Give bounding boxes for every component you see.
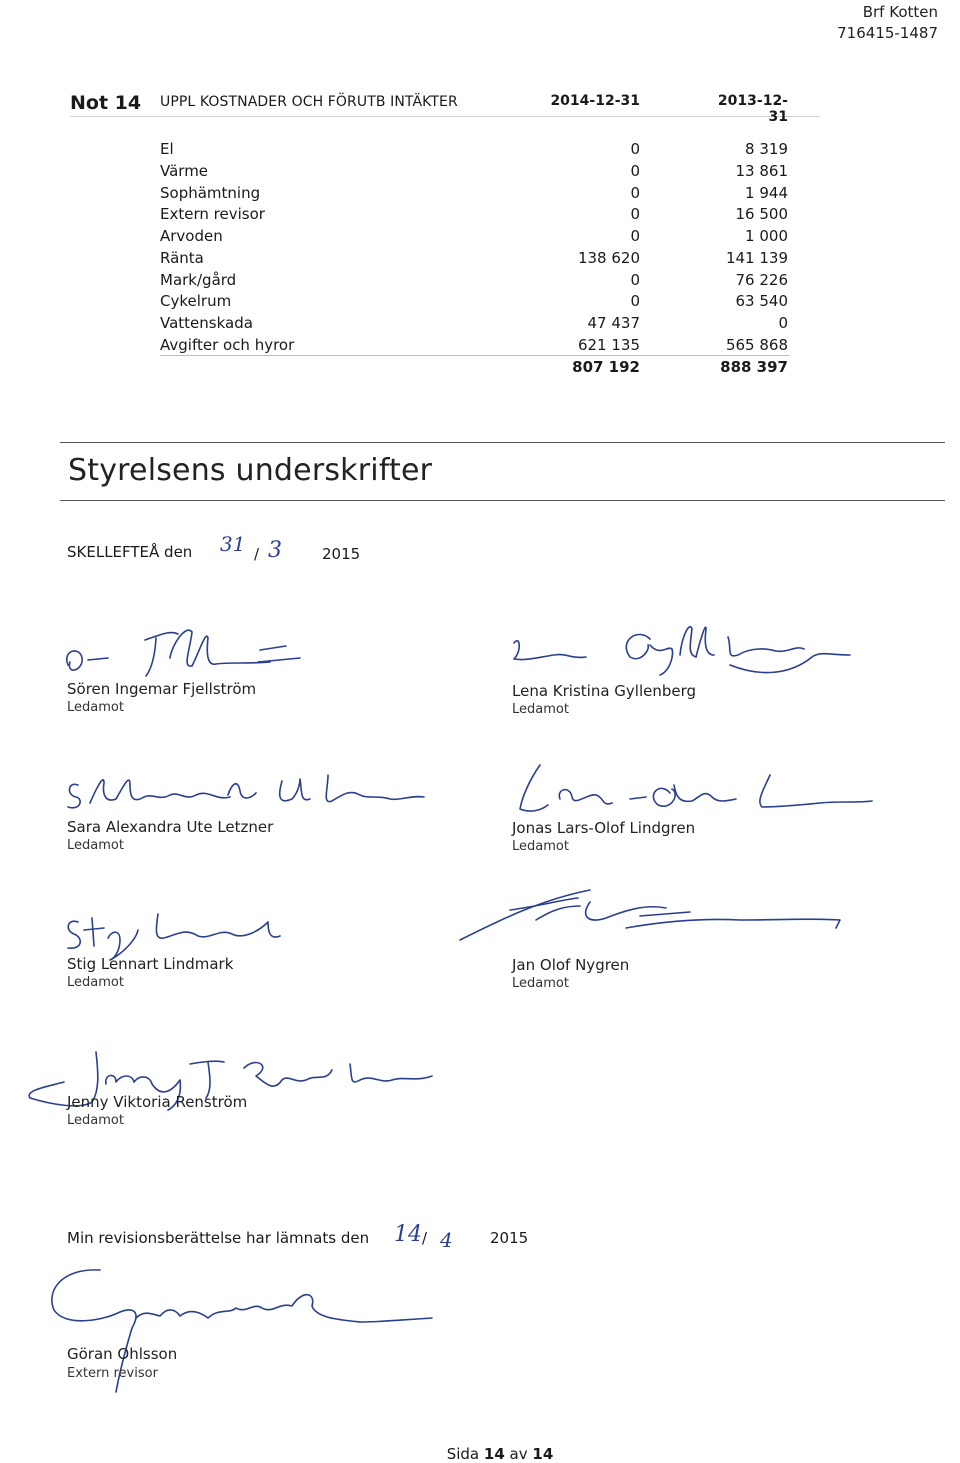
row-label: Ränta bbox=[160, 248, 204, 267]
signature-scribble bbox=[60, 610, 320, 685]
audit-handwritten-day: 14 bbox=[394, 1222, 422, 1247]
page-number: 14 bbox=[483, 1445, 505, 1463]
table-row bbox=[160, 226, 790, 248]
document-header bbox=[837, 2, 938, 44]
row-label: Sophämtning bbox=[160, 183, 261, 202]
signatory-name: Stig Lennart Lindmark bbox=[67, 955, 234, 973]
signatory-role: Ledamot bbox=[67, 1113, 124, 1128]
row-label: Avgifter och hyror bbox=[160, 335, 295, 354]
value-2013: 16 500 bbox=[735, 205, 788, 224]
org-number: 716415-1487 bbox=[837, 24, 938, 42]
page-label: Sida bbox=[446, 1445, 480, 1463]
value-2013: 63 540 bbox=[735, 292, 788, 311]
date-separator: / bbox=[254, 545, 260, 563]
value-2013: 141 139 bbox=[725, 248, 788, 267]
value-2014: 0 bbox=[630, 292, 640, 311]
audit-year: 2015 bbox=[490, 1229, 529, 1247]
signatory-role: Ledamot bbox=[512, 839, 569, 854]
value-2013: 565 868 bbox=[725, 335, 788, 354]
value-2014: 0 bbox=[630, 161, 640, 180]
auditor-name: Göran Ohlsson bbox=[67, 1345, 178, 1363]
value-2013: 76 226 bbox=[735, 270, 788, 289]
row-label: Extern revisor bbox=[160, 205, 265, 224]
handwritten-month: 3 bbox=[268, 538, 282, 563]
value-2013: 0 bbox=[778, 314, 788, 332]
totals-row bbox=[160, 358, 790, 380]
page-total: 14 bbox=[532, 1445, 554, 1463]
row-label: Arvoden bbox=[160, 227, 223, 245]
page-of: av bbox=[509, 1445, 528, 1463]
row-label: Vattenskada bbox=[160, 314, 253, 332]
page-footer bbox=[0, 1445, 960, 1463]
audit-statement: Min revisionsberättelse har lämnats den bbox=[67, 1229, 370, 1247]
value-2014: 0 bbox=[630, 227, 640, 245]
table-row bbox=[160, 313, 790, 335]
table-row bbox=[160, 248, 790, 270]
value-2014: 0 bbox=[630, 140, 640, 158]
note-title: UPPL KOSTNADER OCH FÖRUTB INTÄKTER bbox=[160, 94, 458, 110]
signatory-role: Ledamot bbox=[512, 976, 569, 991]
signature-scribble bbox=[500, 745, 880, 830]
column-header-2013: 2013-12-31 bbox=[717, 93, 788, 125]
value-2013: 13 861 bbox=[735, 161, 788, 180]
table-row bbox=[160, 161, 790, 183]
value-2014: 0 bbox=[630, 270, 640, 289]
signatory-role: Ledamot bbox=[67, 838, 124, 853]
row-label: Cykelrum bbox=[160, 292, 232, 311]
signatory-name: Sören Ingemar Fjellström bbox=[67, 680, 257, 698]
value-2013: 1 000 bbox=[745, 227, 788, 245]
value-2013: 1 944 bbox=[745, 183, 788, 202]
place-prefix: SKELLEFTEÅ den bbox=[67, 543, 193, 561]
handwritten-day: 31 bbox=[220, 532, 246, 556]
signature-scribble bbox=[500, 605, 860, 685]
signatory-name: Sara Alexandra Ute Letzner bbox=[67, 818, 274, 836]
signatory-name: Jan Olof Nygren bbox=[512, 956, 630, 974]
value-2014: 138 620 bbox=[577, 248, 640, 267]
row-label: El bbox=[160, 140, 174, 158]
section-bottom-rule bbox=[60, 500, 945, 501]
total-divider bbox=[160, 355, 790, 356]
signing-year: 2015 bbox=[322, 545, 361, 563]
note-number: Not 14 bbox=[70, 92, 142, 114]
signing-date-line bbox=[67, 543, 192, 561]
section-title: Styrelsens underskrifter bbox=[68, 453, 433, 488]
value-2014: 0 bbox=[630, 205, 640, 224]
section-top-rule bbox=[60, 442, 945, 443]
value-2014: 47 437 bbox=[587, 314, 640, 332]
cost-table bbox=[160, 139, 790, 357]
table-row bbox=[160, 139, 790, 161]
row-label: Mark/gård bbox=[160, 270, 237, 289]
row-label: Värme bbox=[160, 161, 209, 180]
table-row bbox=[160, 270, 790, 292]
table-row bbox=[160, 335, 790, 357]
table-row bbox=[160, 204, 790, 226]
total-2014: 807 192 bbox=[572, 358, 640, 376]
auditor-role: Extern revisor bbox=[67, 1366, 158, 1381]
note-heading-row bbox=[70, 90, 820, 125]
value-2014: 621 135 bbox=[577, 335, 640, 354]
signatory-name: Jonas Lars-Olof Lindgren bbox=[512, 819, 696, 837]
signatory-role: Ledamot bbox=[512, 702, 569, 717]
signatory-name: Lena Kristina Gyllenberg bbox=[512, 682, 697, 700]
audit-date-separator: / bbox=[422, 1229, 428, 1247]
signatory-role: Ledamot bbox=[67, 975, 124, 990]
org-name: Brf Kotten bbox=[862, 3, 938, 21]
value-2013: 8 319 bbox=[745, 140, 788, 158]
table-row bbox=[160, 183, 790, 205]
column-header-2014: 2014-12-31 bbox=[550, 93, 640, 109]
signature-scribble bbox=[440, 880, 860, 960]
value-2014: 0 bbox=[630, 183, 640, 202]
total-2013: 888 397 bbox=[720, 358, 788, 376]
audit-handwritten-month: 4 bbox=[440, 1228, 453, 1252]
signatory-name: Jenny Viktoria Renström bbox=[67, 1093, 248, 1111]
signatory-role: Ledamot bbox=[67, 700, 124, 715]
signature-scribble bbox=[40, 1262, 440, 1402]
table-row bbox=[160, 291, 790, 313]
